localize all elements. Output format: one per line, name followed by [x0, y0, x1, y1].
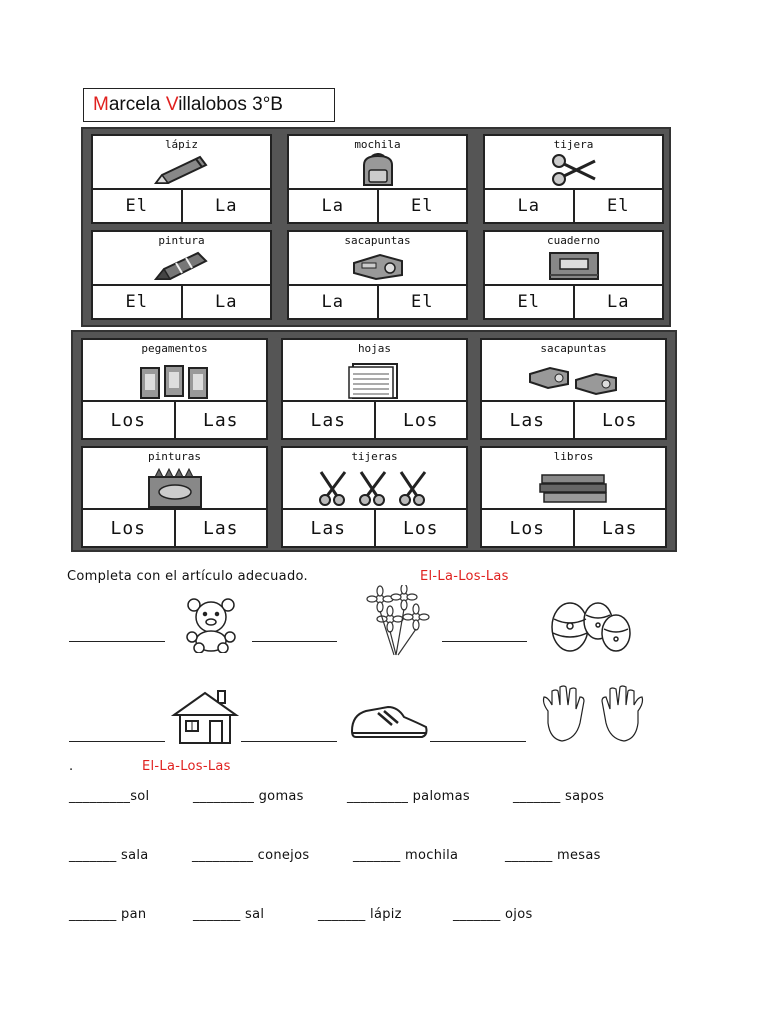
- answer-blank[interactable]: [430, 741, 526, 742]
- option-los[interactable]: Los: [374, 510, 467, 546]
- card-caption: cuaderno: [547, 234, 600, 247]
- crayon-box-icon: [145, 467, 205, 509]
- fill-item: _______ pan: [69, 907, 147, 922]
- option-las[interactable]: Las: [174, 402, 267, 438]
- card-pinturas: [81, 446, 268, 548]
- option-la[interactable]: La: [321, 292, 344, 312]
- card-mochila: [287, 134, 468, 224]
- card-caption: sacapuntas: [540, 342, 607, 355]
- books-icon: [536, 471, 612, 505]
- singular-cards-panel: [81, 127, 671, 327]
- card-sacapuntas: [287, 230, 468, 320]
- card-cuaderno: [483, 230, 664, 320]
- option-las[interactable]: Las: [573, 510, 666, 546]
- option-la[interactable]: La: [181, 286, 271, 318]
- fill-item: _______ ojos: [453, 907, 533, 922]
- option-la[interactable]: La: [517, 196, 540, 216]
- scissors-icon: [549, 153, 599, 187]
- card-pegamentos: [81, 338, 268, 440]
- card-caption: hojas: [357, 342, 392, 355]
- option-la[interactable]: La: [321, 196, 344, 216]
- option-el[interactable]: El: [377, 286, 467, 318]
- answer-blank[interactable]: [69, 641, 165, 642]
- notebook-icon: [546, 250, 602, 282]
- shoe-icon: [348, 701, 430, 743]
- exercise1-articles: El-La-Los-Las: [420, 569, 509, 584]
- flowers-icon: [362, 585, 434, 657]
- house-icon: [170, 689, 240, 745]
- exercise2-dot: .: [69, 759, 74, 774]
- answer-blank[interactable]: [69, 741, 165, 742]
- option-los[interactable]: Los: [573, 402, 666, 438]
- pencil-icon: [152, 153, 212, 187]
- fill-item: _______ mochila: [353, 848, 459, 863]
- card-caption: pintura: [158, 234, 205, 247]
- fill-item: _______ mesas: [505, 848, 601, 863]
- option-las[interactable]: Las: [174, 510, 267, 546]
- card-caption: libros: [553, 450, 594, 463]
- teddy-bear-icon: [180, 597, 242, 653]
- exercise1-instruction: Completa con el artículo adecuado.: [67, 569, 308, 584]
- fill-item: _______ sal: [193, 907, 265, 922]
- paper-sheets-icon: [345, 360, 405, 400]
- exercise2-articles: El-La-Los-Las: [142, 759, 231, 774]
- easter-eggs-icon: [548, 597, 634, 655]
- card-lapiz: [91, 134, 272, 224]
- card-hojas: [281, 338, 468, 440]
- option-la[interactable]: La: [181, 190, 271, 222]
- fill-item: _________ palomas: [347, 789, 470, 804]
- option-el[interactable]: El: [517, 292, 540, 312]
- crayon-icon: [152, 249, 212, 283]
- card-caption: pegamentos: [141, 342, 208, 355]
- option-las[interactable]: Las: [509, 409, 545, 431]
- card-caption: tijera: [553, 138, 594, 151]
- glue-sticks-icon: [135, 360, 215, 400]
- option-los[interactable]: Los: [509, 517, 545, 539]
- option-las[interactable]: Las: [310, 409, 346, 431]
- answer-blank[interactable]: [252, 641, 337, 642]
- fill-item: _______ lápiz: [318, 907, 402, 922]
- fill-item: _________ gomas: [193, 789, 304, 804]
- card-sacapuntas-plural: [480, 338, 667, 440]
- sharpener-icon: [350, 251, 406, 281]
- scissors-group-icon: [315, 468, 435, 508]
- plural-cards-panel: [71, 330, 677, 552]
- option-el[interactable]: El: [125, 196, 148, 216]
- fill-item: _________ conejos: [192, 848, 310, 863]
- card-caption: mochila: [354, 138, 401, 151]
- answer-blank[interactable]: [241, 741, 337, 742]
- option-las[interactable]: Las: [310, 517, 346, 539]
- fill-item: _______ sapos: [513, 789, 605, 804]
- fill-item: _______ sala: [69, 848, 149, 863]
- card-caption: sacapuntas: [344, 234, 411, 247]
- card-pintura: [91, 230, 272, 320]
- card-tijeras: [281, 446, 468, 548]
- card-tijera: [483, 134, 664, 224]
- answer-blank[interactable]: [442, 641, 527, 642]
- option-los[interactable]: Los: [110, 409, 146, 431]
- hands-icon: [538, 683, 648, 747]
- option-el[interactable]: El: [377, 190, 467, 222]
- option-la[interactable]: La: [573, 286, 663, 318]
- card-caption: pinturas: [148, 450, 201, 463]
- option-los[interactable]: Los: [374, 402, 467, 438]
- card-libros: [480, 446, 667, 548]
- sharpeners-icon: [526, 362, 622, 398]
- fill-item: _________sol: [69, 789, 150, 804]
- backpack-icon: [356, 153, 400, 187]
- card-caption: tijeras: [351, 450, 398, 463]
- option-los[interactable]: Los: [110, 517, 146, 539]
- card-caption: lápiz: [164, 138, 199, 151]
- option-el[interactable]: El: [125, 292, 148, 312]
- option-el[interactable]: El: [573, 190, 663, 222]
- student-name: Marcela Villalobos 3°B: [83, 88, 335, 122]
